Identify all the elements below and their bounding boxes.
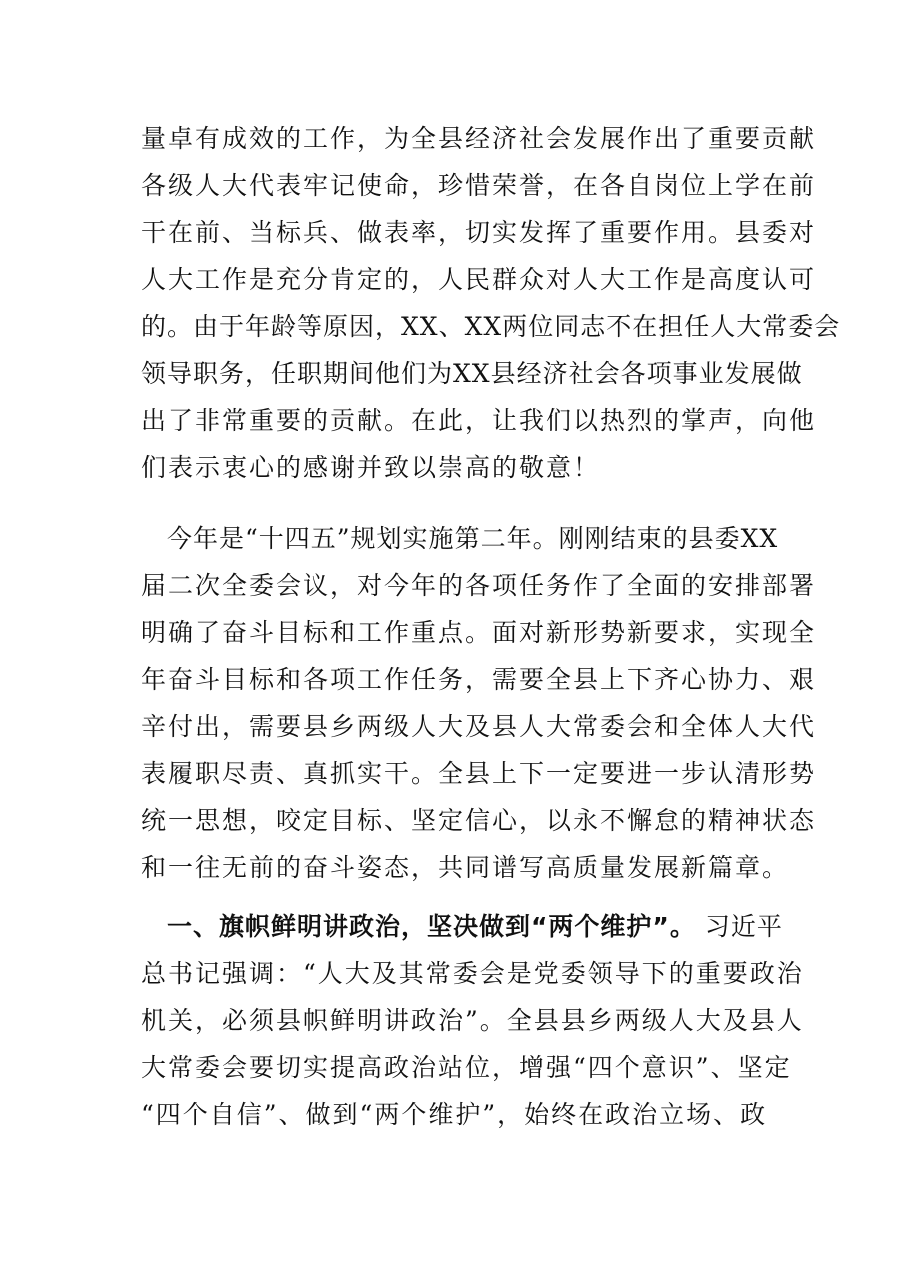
text-line: 的。由于年龄等原因，XX、XX两位同志不在担任人大常委会 <box>141 312 841 341</box>
paragraph-2 <box>141 515 817 891</box>
heading-line-continuation: 习近平 <box>704 912 783 941</box>
text-line: 大常委会要切实提高政治站位，增强“四个意识”、坚定 <box>141 1053 792 1082</box>
text-line: “四个自信”、做到“两个维护”，始终在政治立场、政 <box>141 1100 768 1129</box>
text-line: 人大工作是充分肯定的，人民群众对人大工作是高度认可 <box>141 265 817 294</box>
text-line: 表履职尽责、真抓实干。全县上下一定要进一步认清形势 <box>141 759 817 788</box>
text-line: 出了非常重要的贡献。在此，让我们以热烈的掌声，向他 <box>141 406 817 435</box>
text-line: 统一思想，咬定目标、坚定信心，以永不懈怠的精神状态 <box>141 806 817 835</box>
text-line: 干在前、当标兵、做表率，切实发挥了重要作用。县委对 <box>141 218 817 247</box>
heading-line <box>141 903 781 950</box>
paragraph-3 <box>141 903 804 1138</box>
text-line: 量卓有成效的工作，为全县经济社会发展作出了重要贡献 <box>141 124 817 153</box>
text-line: 届二次全委会议，对今年的各项任务作了全面的安排部署 <box>141 571 817 600</box>
text-line: 领导职务，任职期间他们为XX县经济社会各项事业发展做 <box>141 359 803 388</box>
section-heading: 一、旗帜鲜明讲政治，坚决做到“两个维护”。 <box>141 912 696 941</box>
text-line: 辛付出，需要县乡两级人大及县人大常委会和全体人大代 <box>141 712 817 741</box>
text-line: 机关，必须县帜鲜明讲政治”。全县县乡两级人大及县人 <box>141 1006 804 1035</box>
text-line: 明确了奋斗目标和工作重点。面对新形势新要求，实现全 <box>141 618 817 647</box>
paragraph-1 <box>141 115 841 491</box>
text-line: 们表示衷心的感谢并致以崇高的敬意！ <box>141 453 601 482</box>
text-line: 和一往无前的奋斗姿态，共同谱写高质量发展新篇章。 <box>141 853 790 882</box>
text-line: 年奋斗目标和各项工作任务，需要全县上下齐心协力、艰 <box>141 665 817 694</box>
text-line: 今年是“十四五”规划实施第二年。刚刚结束的县委XX <box>141 524 779 553</box>
text-line: 各级人大代表牢记使命，珍惜荣誉，在各自岗位上学在前 <box>141 171 817 200</box>
text-line: 总书记强调：“人大及其常委会是党委领导下的重要政治 <box>141 959 804 988</box>
